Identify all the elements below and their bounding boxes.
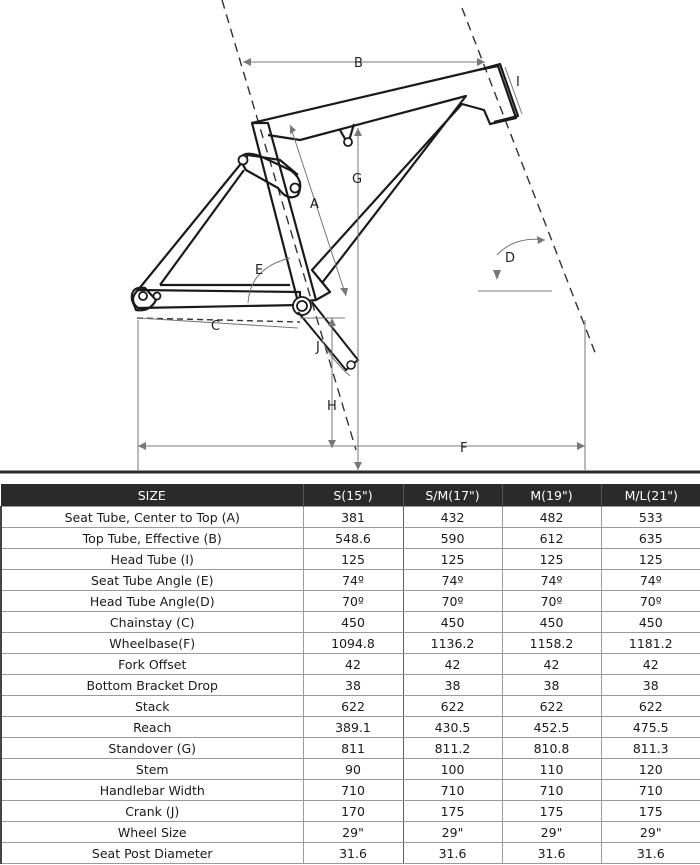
cell-size-ml: 31.6 <box>601 843 700 864</box>
cell-size-m: 125 <box>502 549 601 570</box>
cell-size-s: 38 <box>303 675 403 696</box>
row-label: Stack <box>1 696 303 717</box>
cell-size-s: 381 <box>303 507 403 528</box>
cell-size-s: 29" <box>303 822 403 843</box>
header-size: SIZE <box>1 484 303 507</box>
cell-size-m: 31.6 <box>502 843 601 864</box>
cell-size-m: 110 <box>502 759 601 780</box>
cell-size-ml: 29" <box>601 822 700 843</box>
row-label: Seat Tube, Center to Top (A) <box>1 507 303 528</box>
cell-size-s: 170 <box>303 801 403 822</box>
cell-size-s: 548.6 <box>303 528 403 549</box>
table-body <box>1 507 700 864</box>
label-i: I <box>516 75 520 90</box>
row-label: Crank (J) <box>1 801 303 822</box>
cell-size-m: 1158.2 <box>502 633 601 654</box>
cell-size-s: 1094.8 <box>303 633 403 654</box>
cell-size-sm: 70º <box>403 591 502 612</box>
table-row <box>1 675 700 696</box>
cell-size-s: 389.1 <box>303 717 403 738</box>
label-e: E <box>255 263 264 278</box>
cell-size-s: 622 <box>303 696 403 717</box>
cell-size-m: 38 <box>502 675 601 696</box>
geometry-table <box>0 484 700 864</box>
cell-size-s: 450 <box>303 612 403 633</box>
cell-size-ml: 450 <box>601 612 700 633</box>
table-row <box>1 528 700 549</box>
cell-size-m: 482 <box>502 507 601 528</box>
row-label: Head Tube (I) <box>1 549 303 570</box>
label-j: J <box>316 340 320 355</box>
cell-size-s: 70º <box>303 591 403 612</box>
label-a: A <box>310 197 319 212</box>
cell-size-m: 710 <box>502 780 601 801</box>
table-row <box>1 549 700 570</box>
cell-size-m: 612 <box>502 528 601 549</box>
cell-size-m: 810.8 <box>502 738 601 759</box>
cell-size-m: 622 <box>502 696 601 717</box>
row-label: Chainstay (C) <box>1 612 303 633</box>
cell-size-sm: 175 <box>403 801 502 822</box>
label-h: H <box>327 399 337 414</box>
cell-size-ml: 125 <box>601 549 700 570</box>
cell-size-sm: 31.6 <box>403 843 502 864</box>
cell-size-m: 450 <box>502 612 601 633</box>
row-label: Handlebar Width <box>1 780 303 801</box>
cell-size-sm: 432 <box>403 507 502 528</box>
cell-size-ml: 70º <box>601 591 700 612</box>
seat-tube-axis-line <box>222 0 356 450</box>
table-row <box>1 591 700 612</box>
row-label: Bottom Bracket Drop <box>1 675 303 696</box>
cell-size-sm: 29" <box>403 822 502 843</box>
label-f: F <box>460 441 468 456</box>
cell-size-m: 70º <box>502 591 601 612</box>
cell-size-sm: 430.5 <box>403 717 502 738</box>
head-tube-axis-line <box>462 8 596 355</box>
cell-size-m: 175 <box>502 801 601 822</box>
header-sm: S/M(17") <box>403 484 502 507</box>
table-row <box>1 843 700 864</box>
cell-size-sm: 811.2 <box>403 738 502 759</box>
cell-size-ml: 120 <box>601 759 700 780</box>
cell-size-ml: 635 <box>601 528 700 549</box>
row-label: Stem <box>1 759 303 780</box>
cell-size-sm: 38 <box>403 675 502 696</box>
header-s: S(15") <box>303 484 403 507</box>
cell-size-ml: 1181.2 <box>601 633 700 654</box>
cell-size-ml: 475.5 <box>601 717 700 738</box>
label-d: D <box>505 251 516 266</box>
label-c: C <box>211 319 221 334</box>
row-label: Wheelbase(F) <box>1 633 303 654</box>
cell-size-sm: 622 <box>403 696 502 717</box>
cell-size-sm: 100 <box>403 759 502 780</box>
cell-size-sm: 590 <box>403 528 502 549</box>
table-row <box>1 612 700 633</box>
cell-size-ml: 811.3 <box>601 738 700 759</box>
row-label: Standover (G) <box>1 738 303 759</box>
table-row <box>1 507 700 528</box>
row-label: Fork Offset <box>1 654 303 675</box>
table-row <box>1 654 700 675</box>
geometry-table-container <box>0 484 700 864</box>
row-label: Seat Tube Angle (E) <box>1 570 303 591</box>
table-row <box>1 759 700 780</box>
table-row <box>1 822 700 843</box>
cell-size-ml: 38 <box>601 675 700 696</box>
cell-size-s: 90 <box>303 759 403 780</box>
row-label: Seat Post Diameter <box>1 843 303 864</box>
cell-size-s: 710 <box>303 780 403 801</box>
cell-size-ml: 175 <box>601 801 700 822</box>
table-row <box>1 570 700 591</box>
cell-size-ml: 533 <box>601 507 700 528</box>
cell-size-sm: 1136.2 <box>403 633 502 654</box>
header-m: M(19") <box>502 484 601 507</box>
cell-size-sm: 42 <box>403 654 502 675</box>
table-row <box>1 738 700 759</box>
cell-size-s: 74º <box>303 570 403 591</box>
cell-size-sm: 125 <box>403 549 502 570</box>
label-g: G <box>352 172 363 187</box>
cell-size-ml: 74º <box>601 570 700 591</box>
cell-size-ml: 42 <box>601 654 700 675</box>
label-b: B <box>354 56 363 71</box>
table-row <box>1 780 700 801</box>
table-row <box>1 717 700 738</box>
table-row <box>1 801 700 822</box>
cell-size-sm: 74º <box>403 570 502 591</box>
cell-size-sm: 710 <box>403 780 502 801</box>
row-label: Wheel Size <box>1 822 303 843</box>
cell-size-m: 29" <box>502 822 601 843</box>
cell-size-s: 811 <box>303 738 403 759</box>
cell-size-m: 42 <box>502 654 601 675</box>
cell-size-s: 31.6 <box>303 843 403 864</box>
cell-size-sm: 450 <box>403 612 502 633</box>
header-ml: M/L(21") <box>601 484 700 507</box>
table-header-row <box>1 484 700 507</box>
table-row <box>1 696 700 717</box>
row-label: Reach <box>1 717 303 738</box>
cell-size-ml: 622 <box>601 696 700 717</box>
cell-size-m: 452.5 <box>502 717 601 738</box>
cell-size-ml: 710 <box>601 780 700 801</box>
row-label: Top Tube, Effective (B) <box>1 528 303 549</box>
cell-size-s: 42 <box>303 654 403 675</box>
frame-outline <box>132 64 518 310</box>
row-label: Head Tube Angle(D) <box>1 591 303 612</box>
table-row <box>1 633 700 654</box>
cell-size-s: 125 <box>303 549 403 570</box>
cell-size-m: 74º <box>502 570 601 591</box>
